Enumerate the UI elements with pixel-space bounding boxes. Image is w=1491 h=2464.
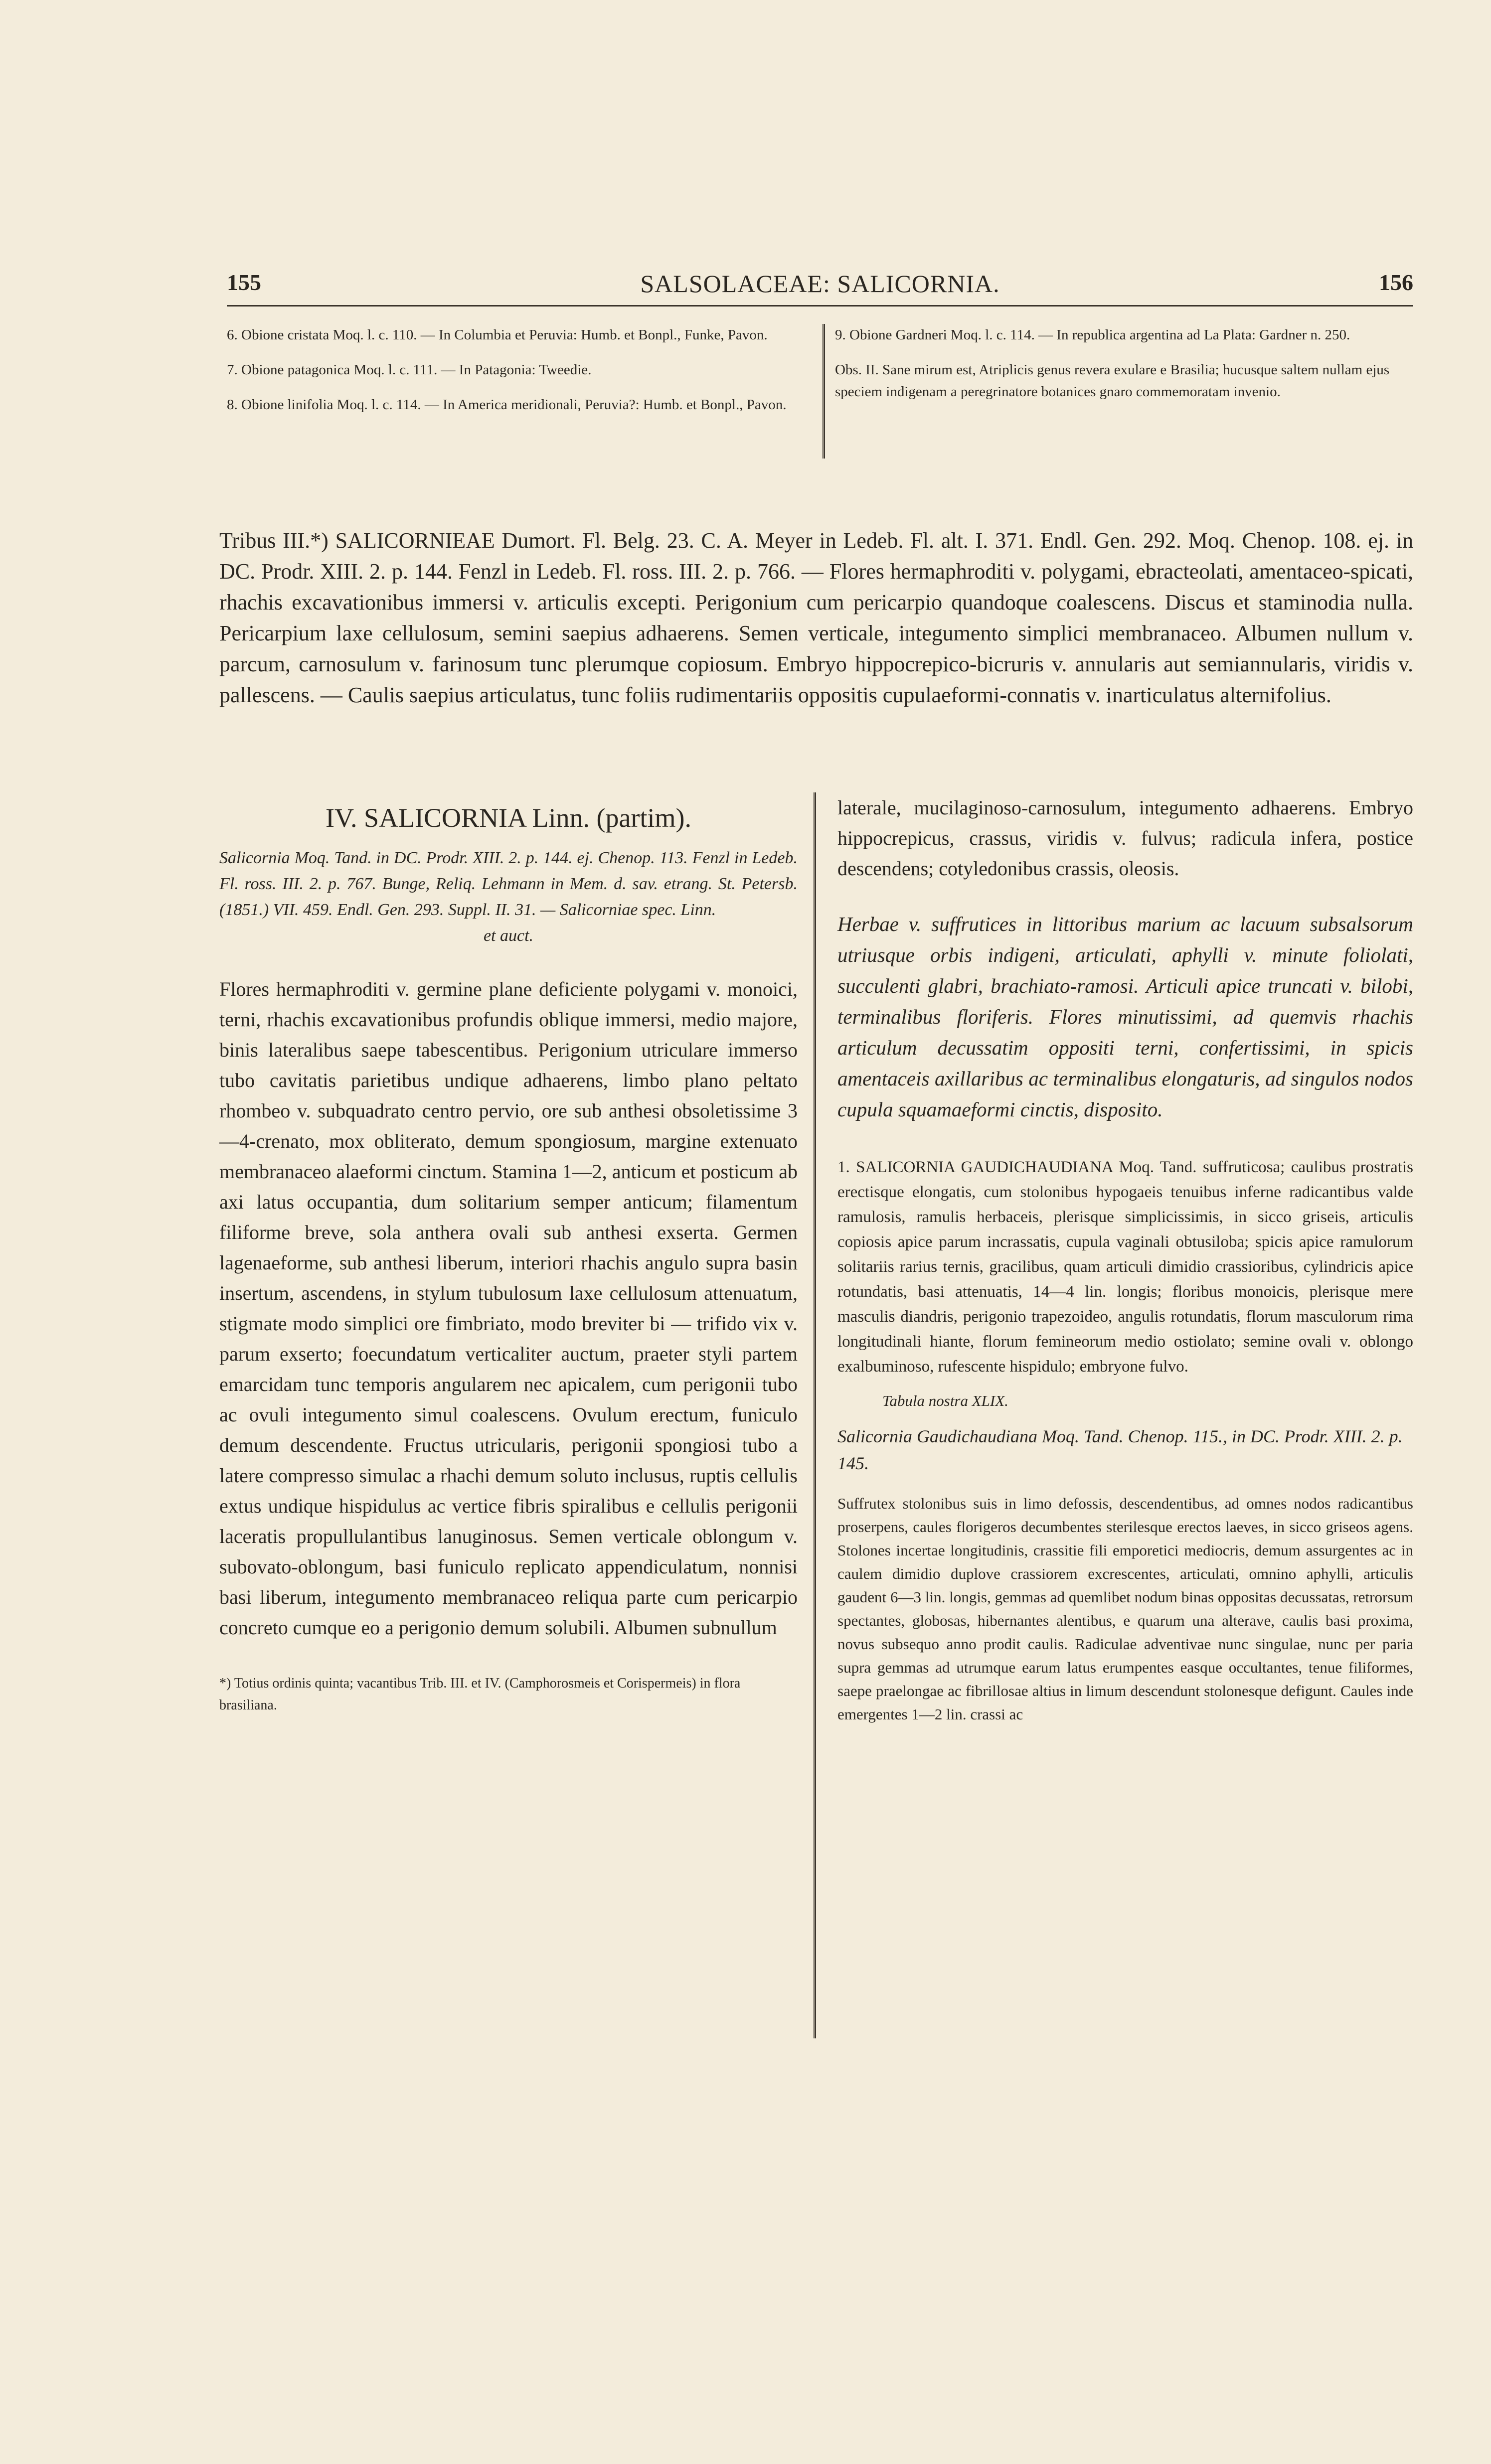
synonymy-end: et auct.	[483, 926, 534, 945]
synonymy-text: Salicornia Moq. Tand. in DC. Prodr. XIII. 2. p. 144. ej. Chenop. 113. Fenzl in Ledeb. Fl. ross. III. 2. p. 767. Bunge, Reliq. Lehmann in Mem. d. sav. etrang. St. Petersb. (1851.) VII. 459. Endl. Gen. 293. Suppl. II. 31. — Salicorniae spec. Linn.	[219, 849, 798, 919]
top-columns	[227, 324, 1413, 473]
page-header	[227, 269, 1413, 309]
species-diagnosis: 1. SALICORNIA GAUDICHAUDIANA Moq. Tand. suffruticosa; caulibus prostratis erectisque elongatis, cum stolonibus hypogaeis tenuibus inferne radicantibus valde ramulosis, ramulis herbaceis, plerisque simplicissimis, in sicco griseis, articulis copiosis apice parum incrassatis, cupula vaginali obtusiloba; spicis apice ramulorum solitariis rarius ternis, gracilibus, quam articuli dimidio crassioribus, cylindricis apice rotundatis, basi attenuatis, 14—4 lin. longis; floribus monoicis, plerisque mere masculis diandris, perigonio trapezoideo, angulis rotundatis, florum masculorum rima longitudinali hiante, florum femineorum medio ostiolato; semine ovali v. oblongo exalbuminoso, rufescente hispidulo; embryone fulvo.	[837, 1158, 1413, 1376]
species-entry: 7. Obione patagonica Moq. l. c. 111. — In Patagonia: Tweedie.	[227, 362, 592, 378]
species-entry: 6. Obione cristata Moq. l. c. 110. — In Columbia et Peruvia: Humb. et Bonpl., Funke, Pavon.	[227, 327, 768, 343]
top-left-column	[227, 324, 810, 429]
species-entry: 8. Obione linifolia Moq. l. c. 114. — In America meridionali, Peruvia?: Humb. et Bonpl., Pavon.	[227, 397, 787, 413]
page-number-left: 155	[227, 270, 261, 295]
species-entry: 9. Obione Gardneri Moq. l. c. 114. — In republica argentina ad La Plata: Gardner n. 250.	[835, 327, 1350, 343]
tribus-description: Tribus III.*) SALICORNIEAE Dumort. Fl. Belg. 23. C. A. Meyer in Ledeb. Fl. alt. I. 371. Endl. Gen. 292. Moq. Chenop. 108. ej. in DC. Prodr. XIII. 2. p. 144. Fenzl in Ledeb. Fl. ross. III. 2. p. 766. — Flores hermaphroditi v. polygami, ebracteolati, amentaceo-spicati, rhachis excavationibus immersi v. articulis excepti. Perigonium cum pericarpio quandoque coalescens. Discus et staminodia nulla. Pericarpium laxe cellulosum, semini saepius adhaerens. Semen verticale, integumento simplici membranaceo. Albumen nullum v. parcum, carnosulum v. farinosum tunc plerumque copiosum. Embryo hippocrepico-bicruris v. annularis aut semiannularis, viridis v. pallescens. — Caulis saepius articulatus, tunc foliis rudimentariis oppositis cupulaeformi-connatis v. inarticulatus alternifolius.	[219, 528, 1413, 707]
column-divider	[814, 792, 816, 2038]
genus-heading: IV. SALICORNIA Linn. (partim).	[326, 803, 691, 833]
column-divider	[823, 324, 825, 459]
running-title: SALSOLACEAE: SALICORNIA.	[640, 270, 1000, 298]
genus-description-continued: laterale, mucilaginoso-carnosulum, integumento adhaerens. Embryo hippocrepicus, crassus, viridis v. fulvus; radicula infera, postice descendens; cotyledonibus crassis, oleosis.	[837, 796, 1413, 880]
genus-description: Flores hermaphroditi v. germine plane deficiente polygami v. monoici, terni, rhachis excavationibus profundis oblique immersi, medio majore, binis lateralibus saepe tabescentibus. Perigonium utriculare immerso tubo cavitatis parietibus undique adhaerens, limbo plano peltato rhombeo v. subquadrato centro pervio, ore sub anthesi obsoletissime 3—4-crenato, mox obliterato, demum spongiosum, margine extenuato membranaceo alaeformi cinctum. Stamina 1—2, anticum et posticum ab axi latus occupantia, dum solitarium semper anticum; filamentum filiforme breve, sola anthera ovali sub anthesi exserta. Germen lagenaeforme, sub anthesi liberum, interiori rhachis angulo supra basin insertum, ascendens, in stylum tubulosum laxe cellulosum attenuatum, stigmate modo simplici ore fimbriato, modo breviter bi — trifido vix v. parum exserto; foecundatum verticaliter auctum, praeter styli partem emarcidam tunc temporis angularem nec apicalem, cum perigonii tubo ac ovuli integumento simul coalescens. Ovulum erectum, funiculo demum descendente. Fructus utricularis, perigonii spongiosi tubo a latere compresso simulac a rhachi demum soluto inclusus, ruptis cellulis extus undique hispidulus ac vertice fibris spiralibus e cellulis perigonii laceratis propullulantibus lanuginosus. Semen verticale oblongum v. subovato-oblongum, basi funiculo replicato appendiculatum, nonnisi basi liberum, integumento membranaceo reliqua parte cum pericarpio concreto cumque eo a perigonio demum solubili. Albumen subnullum	[219, 978, 798, 1639]
page-number-right: 156	[1379, 270, 1413, 295]
species-description: Suffrutex stolonibus suis in limo defossis, descendentibus, ad omnes nodos radicantibus proserpens, caules florigeros decumbentes sterilesque erectos laeves, in sicco griseos agens. Stolones incertae longitudinis, crassitie fili emporetici mediocris, demum assurgentes ac in caulem dimidio duplove crassiorem excrescentes, articulati, omnino aphylli, articulis gaudent 6—3 lin. longis, gemmas ad quemlibet nodum binas oppositas decussatas, retrorsum spectantes, globosas, hibernantes alentibus, e quarum una alterave, caulis basi proxima, novus subsequo anno prodit caulis. Radiculae adventivae nunc singulae, nunc per paria supra gemmas ad utrumque earum latus erumpentes easque occultantes, tenue filiformes, saepe praelongae ac fibrillosae altius in limum descendunt stolonesque defigunt. Caules inde emergentes 1—2 lin. crassi ac	[837, 1495, 1413, 1723]
observation-note: Obs. II. Sane mirum est, Atriplicis genus revera exulare e Brasilia; hucusque saltem nullam ejus speciem indigenam a peregrinatore botanices gnaro commemoratam invenio.	[835, 362, 1390, 400]
left-column	[219, 792, 798, 1730]
species-reference: Salicornia Gaudichaudiana Moq. Tand. Chenop. 115., in DC. Prodr. XIII. 2. p. 145.	[837, 1426, 1403, 1473]
genus-synonymy	[219, 845, 798, 949]
header-rule	[227, 305, 1413, 307]
top-right-column	[835, 324, 1413, 416]
plate-reference: Tabula nostra XLIX.	[882, 1392, 1008, 1409]
genus-habit: Herbae v. suffrutices in littoribus marium ac lacuum subsalsorum utriusque orbis indigeni, articulati, aphylli v. minute foliolati, succulenti glabri, brachiato-ramosi. Articuli apice truncati v. bilobi, terminalibus floriferis. Flores minutissimi, ad quemvis rhachis articulum decussatim oppositi terni, confertissimi, in spicis amentaceis axillaribus ac terminalibus elongaturis, ad singulos nodos cupula squamaeformi cinctis, disposito.	[837, 913, 1413, 1121]
footnote: *) Totius ordinis quinta; vacantibus Trib. III. et IV. (Camphorosmeis et Corispermeis) in flora brasiliana.	[219, 1676, 741, 1713]
right-column	[837, 792, 1413, 1726]
